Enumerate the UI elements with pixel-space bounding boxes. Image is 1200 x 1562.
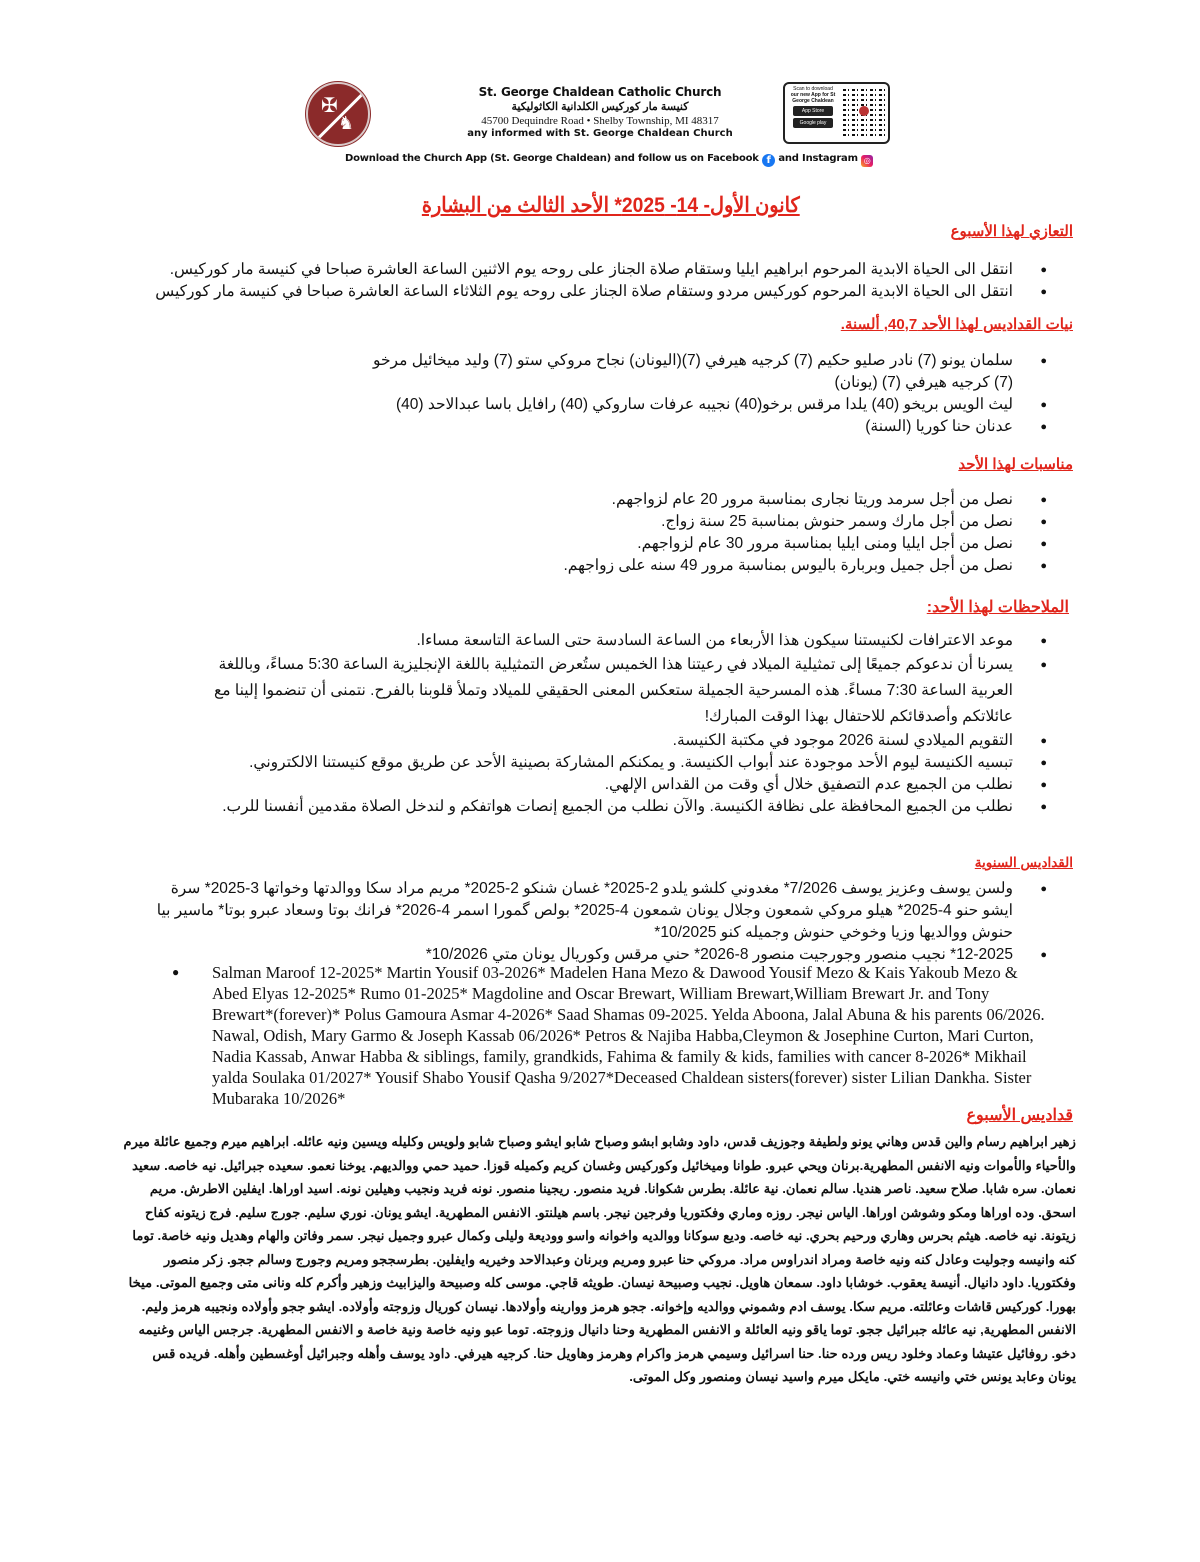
list-item: ● نطلب من الجميع عدم التصفيق خلال أي وقت من القداس الإلهي. [200, 774, 1075, 796]
qr-logo-dot [859, 106, 869, 116]
annual-masses-en-list [172, 962, 1052, 1109]
header [300, 80, 900, 170]
informed-line: any informed with St. George Chaldean Church [467, 128, 733, 139]
scan-text: Scan to download [793, 86, 833, 92]
church-address: 45700 Dequindre Road • Shelby Township, MI 48317 [481, 115, 719, 127]
page-title: كانون الأول- 14- 2025* الأحد الثالث من البشارة [422, 194, 800, 217]
list-item: ● انتقل الى الحياة الابدية المرحوم ابراهيم ايليا وستقام صلاة الجناز على روحه يوم الاثنين الساعة العاشرة صباحا في كنيسة مار كوركيس. [115, 259, 1075, 281]
list-item: ● عدنان حنا كوريا (السنة) [355, 416, 1075, 438]
list-item: ● التقويم الميلادي لسنة 2026 موجود في مكتبة الكنيسة. [200, 730, 1075, 752]
and-instagram-text: and Instagram [778, 153, 858, 164]
occasions-list [515, 489, 1075, 577]
qr-code-icon[interactable] [843, 88, 885, 136]
list-item: ● نصل من أجل جميل وبربارة باليوس بمناسبة مرور 49 سنه على زواجهم. [515, 555, 1075, 577]
google-play-badge[interactable]: Google play [793, 118, 833, 128]
list-item: ● نصل من أجل مارك وسمر حنوش بمناسبة 25 سنة زواج. [515, 511, 1075, 533]
app-store-badge[interactable]: App Store [793, 106, 833, 116]
list-item: ● يسرنا أن ندعوكم جميعًا إلى تمثيلية الميلاد في رعيتنا هذا الخميس ستُعرض التمثيلية باللغة الإنجليزية الساعة 5:30 مساءً، وباللغة العربية الساعة 7:30 مساءً. هذه المسرحية الجميلة ستعكس المعنى الحقيقي للميلاد وتملأ قلوبنا بالفرح. نتمنى أن تنضموا إلينا مع عائلاتكم وأصدقائكم للاحتفال بهذا الوقت المبارك! [200, 652, 1075, 730]
list-item: ● سلمان يونو (7) نادر صليو حكيم (7) كرجيه هيرفي (7)(اليونان) نجاح مروكي ستو (7) وليد ميخائيل مرخو (7) كرجيه هيرفي (7) (يونان) [355, 350, 1075, 394]
annual-masses-heading: القداديس السنوية [974, 855, 1073, 870]
weekly-masses-heading: قداديس الأسبوع [966, 1107, 1073, 1124]
list-item: ● 12-2025* نجيب منصور وجورجيت منصور 8-2026* حني مرقس وكوريال يونان متي 10/2026* [150, 944, 1075, 966]
st-george-rider-icon: ♞ [338, 113, 355, 133]
download-line [345, 153, 905, 167]
church-name-en: St. George Chaldean Catholic Church [478, 85, 722, 99]
qr-text-block [788, 86, 838, 128]
list-item: ● تبسيه الكنيسة ليوم الأحد موجودة عند أبواب الكنيسة. و يمكنكم المشاركة بصينية الأحد عن طريق موقع كنيستنا الالكتروني. [200, 752, 1075, 774]
instagram-icon[interactable]: ◎ [861, 155, 873, 167]
app-text: our new App for St George Chaldean [790, 92, 836, 104]
list-item: ● نطلب من الجميع المحافظة على نظافة الكنيسة. والآن نطلب من الجميع إنصات هواتفكم و لندخل الصلاة مقدمين أنفسنا للرب. [200, 796, 1075, 818]
list-item: ● نصل من أجل ايليا ومنى ايليا بمناسبة مرور 30 عام لزواجهم. [515, 533, 1075, 555]
list-item: ● Salman Maroof 12-2025* Martin Yousif 03-2026* Madelen Hana Mezo & Dawood Yousif Mezo & Kais Yakoub Mezo & Abed Elyas 12-2025* Rumo 01-2025* Magdoline and Oscar Brewart, William Brewart,William Brewart Jr. and Tony Brewart*(forever)* Polus Gamoura Asmar 4-2026* Saad Shamas 09-2025. Yelda Aboona, Jalal Abuna & his parents 06/2026. Nawal, Odish, Mary Garmo & Joseph Kassab 06/2026* Petros & Najiba Habba,Cleymon & Josephine Curton, Mari Curton, Nadia Kassab, Anwar Habba & siblings, family, grandkids, Fahima & family & kids, families with cancer 8-2026* Mikhail yalda Soulaka 01/2027* Yousif Shabo Yousif Qasha 9/2027*Deceased Chaldean sisters(forever) sister Lilian Dankha. Sister Mubaraka 10/2026* [172, 962, 1052, 1109]
list-item: ● ولسن يوسف وعزيز يوسف 7/2026* مغدوني كلشو يلدو 2-2025* غسان شنكو 2-2025* مريم مراد سكا ووالدتها وخواتها 3-2025* سرة ايشو حنو 4-2025* هيلو مروكي شمعون وجلال يونان شمعون 4-2025* بولص گمورا اسمر 4-2026* فرانك بوتا وسعاد عبرو بوتا* ماسير بيا حنوش ووالديها وزيا وخوخي حنوش وجميله كنو 10/2025* [150, 878, 1075, 944]
app-qr-box[interactable] [783, 82, 890, 144]
list-item: ● انتقل الى الحياة الابدية المرحوم كوركيس مردو وستقام صلاة الجناز على روحه يوم الثلاثاء الساعة العاشرة صباحا في كنيسة مار كوركيس [115, 281, 1075, 303]
mass-intentions-heading: نيات القداديس لهذا الأحد 40,7, ألسنة. [840, 316, 1073, 333]
church-logo [306, 82, 370, 146]
mass-intentions-list [355, 350, 1075, 438]
weekly-masses-text: زهير ابراهيم رسام والين قدس وهاني يونو ولطيفة وجوزيف قدس، داود وشابو ابشو وصباح شابو ايشو وصباح شابو ولويس وكليله ويسين ونيه عائله. ابراهيم ميرم وجميع عائلة ميرم والأحياء والأموات ونيه الانفس المطهرية.برنان ويحي عبرو. طوانا وميخائيل وكوركيس وغسان كريم وكميله قوزا. حميد حمي ووالديهم. يوخنا نعمو. سعيده جبرائيل. نيه خاصه. سعيد نعمان. سره شابا. صلاح سعيد. ناصر هنديا. سالم نعمان. نية عائلة. بطرس شكوانا. فريد منصور. ريجينا منصور. نونه فريد ونجيب وهيلين نونه. اسيد اوراها. ايفلين الاطرش. مريم اسحق. وده اوراها ومكو وشوشن اوراها. الياس نيجر. روزه وماري وفكتوريا وفرجين نيجر. باسم هيلنتو. الانفس المطهرية. ايشو يونان. نوري سليم. جورج سليم. فرج زيتونه كفاح زيتونة. نيه خاصه. هيثم بحرس وهاري ورحيم بحري. نيه خاصه. وديع سوكانا ووالديه واخوانه واسو ووديعة وليلى وكمال عبرو وجميل نيجر. سمر وفاتن والهام وهديل ونيه خاصة. توما كنه وانيسه وجوليت وعادل كنه ونيه خاصة ومراد اندراوس مراد. مروكي حنا عبرو ومريم وبرنان وعبدالاحد وخيريه وايفلين. بطرسججو ومريم وجورج وسالم ججو. زكر منصور وفكتوريا. داود دانيال. أنيسة يعقوب. خوشابا داود. سمعان هاويل. نجيب وصبيحة نيسان. طويثه قاجي. موسى كله وصبيحة واليزابيث وزهير وأكرم كله ونانى متى وجميع الموتى. ميخا بهورا. كوركيس قاشات وعائلته. مريم سكا. يوسف ادم وشموني ووالديه وإخوانه. ججو هرمز ووارينه وأولادها. نيسان كوريال وزوجته وأولاده. ايشو ججو وأولاده ونجيبه هرمز وليم. الانفس المطهرية, نيه عائله جبرائيل ججو. توما ياقو ونيه العائلة و الانفس المطهرية وحنا دانيال وزوجته. توما عبو ونيه خاصة ونية خاصة و الانفس المطهرية. جرجس الياس وغنيمه دخو. روفائيل عتيشا وعماد وخلود ريس ورده حنا. حنا اسرائيل وسيمي هرمز واكرام وهرمز وهاويل حنا. كرجيه هيرفي. داود يوسف وأهله وجبرائيل أوغسطين وأهله. فريده قس يونان وعابد يونس ختي وانيسه ختي. مايكل ميرم واسيد نيسان ومنصور وكل الموتى. [123, 1134, 1076, 1384]
announcements-list [200, 630, 1075, 818]
annual-masses-ar-list [150, 878, 1075, 966]
facebook-icon[interactable]: f [762, 154, 775, 167]
condolences-heading: التعازي لهذا الأسبوع [950, 223, 1073, 240]
cross-icon: ✠ [321, 95, 338, 117]
list-item: ● نصل من أجل سرمد وريتا نجارى بمناسبة مرور 20 عام لزواجهم. [515, 489, 1075, 511]
list-item: ● ليث الويس بريخو (40) يلدا مرقس برخو(40) نجيبه عرفات ساروكي (40) رافايل باسا عبدالاحد (40) [355, 394, 1075, 416]
list-item: ● موعد الاعترافات لكنيستنا سيكون هذا الأربعاء من الساعة السادسة حتى الساعة التاسعة مساءا. [200, 630, 1075, 652]
church-info [460, 85, 740, 139]
church-name-ar: كنيسة مار كوركيس الكلدانية الكاثوليكية [511, 101, 689, 113]
announcements-heading: الملاحظات لهذا الأحد: [926, 599, 1069, 616]
occasions-heading: مناسبات لهذا الأحد [958, 456, 1073, 473]
condolences-list [115, 259, 1075, 303]
download-text: Download the Church App (St. George Chaldean) and follow us on Facebook [345, 153, 759, 164]
